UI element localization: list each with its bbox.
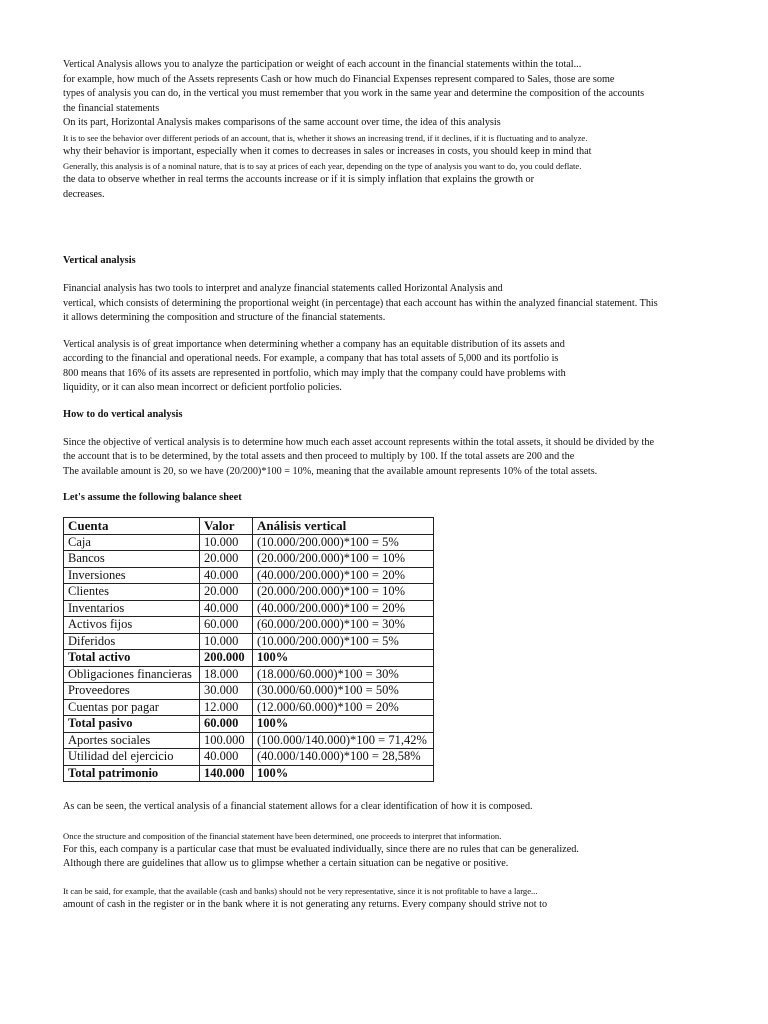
cell-analisis: 100% xyxy=(253,716,434,733)
cell-cuenta: Caja xyxy=(64,534,200,551)
cell-valor: 100.000 xyxy=(200,732,253,749)
table-row xyxy=(64,584,434,601)
cell-analisis: (20.000/200.000)*100 = 10% xyxy=(253,551,434,568)
cell-valor: 60.000 xyxy=(200,617,253,634)
cell-analisis: (40.000/140.000)*100 = 28,58% xyxy=(253,749,434,766)
cell-analisis: (40.000/200.000)*100 = 20% xyxy=(253,600,434,617)
table-row xyxy=(64,551,434,568)
paragraph-line: For this, each company is a particular case that must be evaluated individually, since there are no rules that can be generalized. xyxy=(63,843,579,855)
paragraph-interpretation xyxy=(63,829,723,872)
intro-line: the financial statements xyxy=(63,102,160,114)
cell-analisis: (12.000/60.000)*100 = 20% xyxy=(253,699,434,716)
cell-valor: 20.000 xyxy=(200,551,253,568)
cell-cuenta: Inventarios xyxy=(64,600,200,617)
cell-analisis: (100.000/140.000)*100 = 71,42% xyxy=(253,732,434,749)
cell-cuenta: Aportes sociales xyxy=(64,732,200,749)
intro-line: decreases. xyxy=(63,188,105,200)
cell-cuenta: Total patrimonio xyxy=(64,765,200,782)
cell-analisis: (40.000/200.000)*100 = 20% xyxy=(253,567,434,584)
column-header-cuenta: Cuenta xyxy=(64,518,200,535)
table-row xyxy=(64,749,434,766)
cell-valor: 40.000 xyxy=(200,600,253,617)
cell-valor: 12.000 xyxy=(200,699,253,716)
paragraph-line: it allows determining the composition and structure of the financial statements. xyxy=(63,312,386,323)
table-row xyxy=(64,633,434,650)
cell-cuenta: Inversiones xyxy=(64,567,200,584)
intro-line: types of analysis you can do, in the vertical you must remember that you work in the same year and determine the composition of the accounts xyxy=(63,88,645,99)
balance-sheet-heading: Let's assume the following balance sheet xyxy=(63,492,242,503)
paragraph-line: liquidity, or it can also mean incorrect or deficient portfolio policies. xyxy=(63,382,342,393)
cell-valor: 10.000 xyxy=(200,534,253,551)
cell-cuenta: Activos fijos xyxy=(64,617,200,634)
paragraph-line: It can be said, for example, that the available (cash and banks) should not be very representative, since it is not profitable to have a large... xyxy=(63,885,538,896)
intro-line: It is to see the behavior over different periods of an account, that is, whether it shows an increasing trend, if it declines, if it is fluctuating and to analyze. xyxy=(63,132,588,143)
paragraph-line: Since the objective of vertical analysis is to determine how much each asset account represents within the total assets, it should be divided by the xyxy=(63,436,654,448)
cell-valor: 140.000 xyxy=(200,765,253,782)
cell-valor: 10.000 xyxy=(200,633,253,650)
cell-cuenta: Total activo xyxy=(64,650,200,667)
table-row xyxy=(64,699,434,716)
cell-analisis: (18.000/60.000)*100 = 30% xyxy=(253,666,434,683)
cell-analisis: 100% xyxy=(253,765,434,782)
paragraph-tools xyxy=(63,282,723,326)
cell-valor: 30.000 xyxy=(200,683,253,700)
paragraph-line: the account that is to be determined, by the total assets and then proceed to multiply by 100. If the total assets are 200 and the xyxy=(63,451,575,462)
cell-analisis: 100% xyxy=(253,650,434,667)
document-page xyxy=(63,58,723,924)
intro-line: Generally, this analysis is of a nominal nature, that is to say at prices of each year, depending on the type of analysis you want to do, you could deflate. xyxy=(63,161,582,171)
intro-line: On its part, Horizontal Analysis makes comparisons of the same account over time, the idea of this analysis xyxy=(63,117,501,128)
how-to-heading: How to do vertical analysis xyxy=(63,408,183,420)
paragraph-line: according to the financial and operational needs. For example, a company that has total assets of 5,000 and its portfolio is xyxy=(63,353,559,364)
cell-cuenta: Cuentas por pagar xyxy=(64,699,200,716)
cell-valor: 18.000 xyxy=(200,666,253,683)
cell-valor: 20.000 xyxy=(200,584,253,601)
cell-analisis: (10.000/200.000)*100 = 5% xyxy=(253,633,434,650)
table-row xyxy=(64,765,434,782)
intro-paragraph xyxy=(63,58,723,202)
paragraph-importance xyxy=(63,338,723,396)
cell-valor: 40.000 xyxy=(200,567,253,584)
paragraph-line: Once the structure and composition of the financial statement have been determined, one proceeds to interpret that information. xyxy=(63,830,502,841)
paragraph-how-to xyxy=(63,436,723,480)
table-row xyxy=(64,716,434,733)
cell-cuenta: Clientes xyxy=(64,584,200,601)
paragraph-line: Financial analysis has two tools to interpret and analyze financial statements called Horizontal Analysis and xyxy=(63,283,503,294)
table-row xyxy=(64,650,434,667)
intro-line: the data to observe whether in real terms the accounts increase or if it is simply inflation that explains the growth or xyxy=(63,174,535,185)
cell-valor: 60.000 xyxy=(200,716,253,733)
table-row xyxy=(64,534,434,551)
cell-analisis: (10.000/200.000)*100 = 5% xyxy=(253,534,434,551)
table-row xyxy=(64,567,434,584)
balance-sheet-table xyxy=(63,517,434,782)
paragraph-line: 800 means that 16% of its assets are represented in portfolio, which may imply that the company could have problems with xyxy=(63,367,566,379)
column-header-analisis: Análisis vertical xyxy=(253,518,434,535)
paragraph-line: Vertical analysis is of great importance when determining whether a company has an equitable distribution of its assets and xyxy=(63,338,565,350)
table-row xyxy=(64,600,434,617)
table-row xyxy=(64,666,434,683)
intro-line: Vertical Analysis allows you to analyze the participation or weight of each account in the financial statements within the total... xyxy=(63,59,582,70)
cell-valor: 40.000 xyxy=(200,749,253,766)
cell-cuenta: Proveedores xyxy=(64,683,200,700)
cell-cuenta: Utilidad del ejercicio xyxy=(64,749,200,766)
cell-cuenta: Total pasivo xyxy=(64,716,200,733)
cell-cuenta: Diferidos xyxy=(64,633,200,650)
cell-cuenta: Bancos xyxy=(64,551,200,568)
table-header-row xyxy=(64,518,434,535)
cell-cuenta: Obligaciones financieras xyxy=(64,666,200,683)
cell-analisis: (60.000/200.000)*100 = 30% xyxy=(253,617,434,634)
table-row xyxy=(64,617,434,634)
table-row xyxy=(64,732,434,749)
paragraph-line: amount of cash in the register or in the bank where it is not generating any returns. Every company should strive not to xyxy=(63,898,548,910)
paragraph-line: The available amount is 20, so we have (20/200)*100 = 10%, meaning that the available amount represents 10% of the total assets. xyxy=(63,465,598,477)
column-header-valor: Valor xyxy=(200,518,253,535)
cell-valor: 200.000 xyxy=(200,650,253,667)
paragraph-line: Although there are guidelines that allow us to glimpse whether a certain situation can be negative or positive. xyxy=(63,858,509,869)
paragraph-example xyxy=(63,884,723,913)
paragraph-line: vertical, which consists of determining the proportional weight (in percentage) that each account has within the analyzed financial statement. This xyxy=(63,297,658,309)
intro-line: for example, how much of the Assets represents Cash or how much do Financial Expenses represent compared to Sales, those are some xyxy=(63,73,615,85)
intro-line: why their behavior is important, especially when it comes to decreases in sales or increases in costs, you should keep in mind that xyxy=(63,145,592,157)
table-row xyxy=(64,683,434,700)
cell-analisis: (20.000/200.000)*100 = 10% xyxy=(253,584,434,601)
vertical-analysis-heading: Vertical analysis xyxy=(63,255,136,266)
after-table-text: As can be seen, the vertical analysis of a financial statement allows for a clear identification of how it is composed. xyxy=(63,801,533,812)
cell-analisis: (30.000/60.000)*100 = 50% xyxy=(253,683,434,700)
